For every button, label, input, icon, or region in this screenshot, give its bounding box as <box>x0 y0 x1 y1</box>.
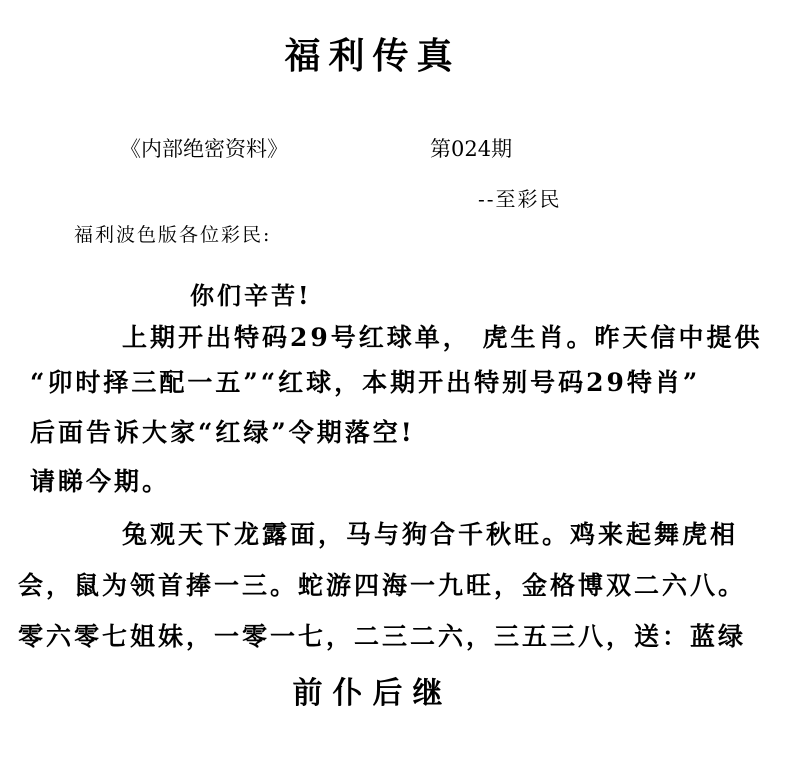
issue-number: 第024期 <box>430 137 513 161</box>
signature: --至彩民 <box>478 187 562 211</box>
letter-line: 后面告诉大家“红绿”令期落空! <box>30 418 415 447</box>
poem-line: 零六零七姐妹，一零一七，二三二六，三五三八，送：蓝绿 <box>18 622 747 651</box>
footer-title: 前仆后继 <box>292 676 453 711</box>
salute: 你们辛苦! <box>190 281 312 310</box>
letter-line: 上期开出特码29号红球单， 虎生肖。昨天信中提供 <box>122 323 763 352</box>
poem-line: 兔观天下龙露面，马与狗合千秋旺。鸡来起舞虎相 <box>122 520 739 549</box>
letter-line: “卯时择三配一五”“红球，本期开出特别号码29特肖” <box>30 368 701 397</box>
letter-line: 请睇今期。 <box>30 467 171 496</box>
source-label: 《内部绝密资料》 <box>120 137 288 161</box>
poem-line: 会，鼠为领首捧一三。蛇游四海一九旺，金格博双二六八。 <box>18 571 747 600</box>
greeting: 福利波色版各位彩民: <box>74 224 272 246</box>
page-title: 福利传真 <box>284 35 461 77</box>
